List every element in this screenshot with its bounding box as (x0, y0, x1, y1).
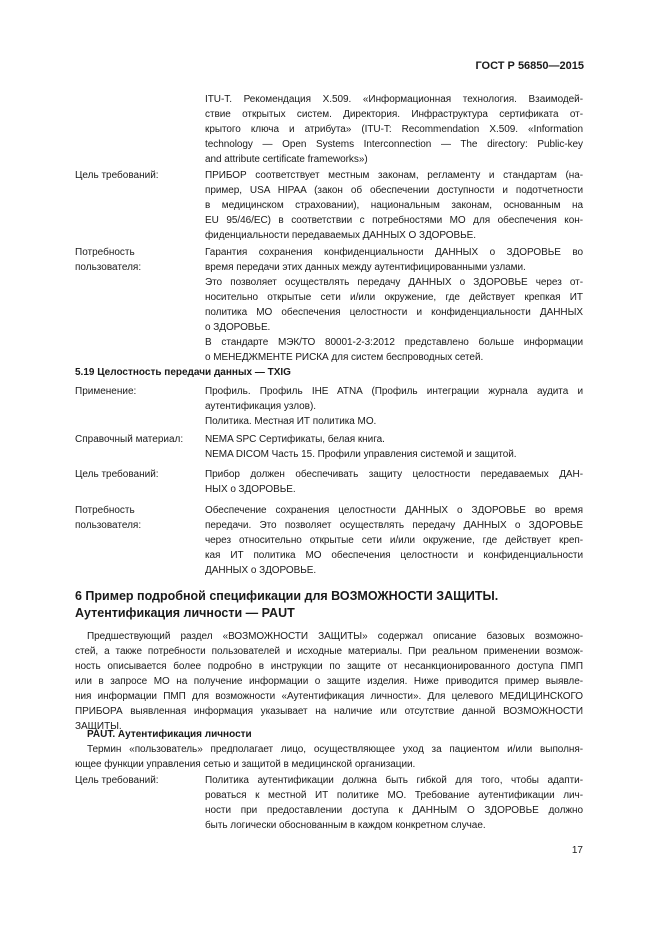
requirement-goal-label: Цель требований: (75, 775, 159, 786)
text-line: NEMA SPC Сертификаты, белая книга. (205, 434, 385, 445)
text-line: Предшествующий раздел «ВОЗМОЖНОСТИ ЗАЩИТЫ» содержал описание базовых возможно- (87, 631, 583, 642)
label-line: Потребность (75, 505, 135, 516)
page-number: 17 (571, 845, 583, 856)
text-line: Гарантия сохранения конфиденциальности ДАННЫХ о ЗДОРОВЬЕ во (205, 247, 583, 258)
application-label: Применение: (75, 386, 137, 397)
requirement-goal-text (205, 467, 583, 497)
text-line: время передачи этих данных между аутентифицированными узлами. (205, 262, 526, 273)
reference-continuation (205, 92, 583, 167)
user-need-label (75, 503, 141, 533)
text-line: Политика аутентификации должна быть гибкой для того, чтобы адапти- (205, 775, 583, 786)
paut-heading: PAUT. Аутентификация личности (87, 729, 252, 740)
text-line: ДАННЫХ о ЗДОРОВЬЕ. (205, 565, 317, 576)
text-line: ность описывается более подробно в инструкции по защите от несанкционированного доступа ПМП (75, 661, 583, 672)
user-need-text (205, 245, 583, 365)
section-heading: 5.19 Целостность передачи данных — TXIG (75, 367, 291, 378)
requirement-goal-text (205, 773, 583, 833)
text-line: аутентификация узлов). (205, 401, 316, 412)
text-line: ния информации ПМП для возможности «Аутентификация личности». Для целевого МЕДИЦИНСКОГО (75, 691, 583, 702)
label-line: пользователя: (75, 520, 142, 531)
text-line: ЗАЩИТЫ. (75, 721, 122, 732)
text-line: через относительно открытые сети и/или окружение, где действует креп- (205, 535, 583, 546)
text-line: в медицинском страховании), национальным законам, основанным на (205, 200, 583, 211)
requirement-goal-label: Цель требований: (75, 170, 159, 181)
text-line: стей, а также потребности пользователей и исходные материалы. При реальном применении возмож- (75, 646, 583, 657)
text-line: Это позволяет осуществлять передачу ДАННЫХ о ЗДОРОВЬЕ через от- (205, 277, 583, 288)
user-need-label (75, 245, 141, 275)
text-line: EU 95/46/EC) в соответствии с потребностями МО для обеспечения кон- (205, 215, 583, 226)
user-need-text (205, 503, 583, 578)
text-line: ности при предоставлении доступа к ДАННЫМ О ЗДОРОВЬЕ должно (205, 805, 583, 816)
reference-material-label: Справочный материал: (75, 434, 184, 445)
text-line: фиденциальности передаваемых ДАННЫХ О ЗДОРОВЬЕ. (205, 230, 477, 241)
text-line: НЫХ о ЗДОРОВЬЕ. (205, 484, 296, 495)
text-line: крытого ключа и атрибута» (ITU-T: Recommendation X.509. «Information (205, 124, 583, 135)
text-line: быть логически обоснованным в каждом конкретном случае. (205, 820, 486, 831)
text-line: Обеспечение сохранения целостности ДАННЫХ о ЗДОРОВЬЕ во время (205, 505, 583, 516)
text-line: ПРИБОР соответствует местным законам, регламенту и стандартам (на- (205, 170, 583, 181)
text-line: пример, USA HIPAA (закон об обеспечении доступности и подотчетности (205, 185, 583, 196)
text-line: роваться к местной ИТ политике МО. Требование аутентификации лич- (205, 790, 583, 801)
text-line: носительно открытые сети и/или окружение, где действует крепкая ИТ (205, 292, 583, 303)
standard-id: ГОСТ Р 56850—2015 (475, 60, 584, 72)
text-line: о ЗДОРОВЬЕ. (205, 322, 271, 333)
text-line: передачи. Это позволяет осуществлять передачу ДАННЫХ о ЗДОРОВЬЕ (205, 520, 583, 531)
text-line: Профиль. Профиль IHE ATNA (Профиль интеграции журнала аудита и (205, 386, 583, 397)
text-line: technology — Open Systems Interconnection — The directory: Public-key (205, 139, 583, 150)
application-text (205, 384, 583, 429)
text-line: ствие открытых систем. Директория. Инфраструктура сертификата от- (205, 109, 583, 120)
section-6-heading (75, 588, 498, 622)
text-line: NEMA DICOM Часть 15. Профили управления системой и защитой. (205, 449, 517, 460)
text-line: В стандарте МЭК/ТО 80001-2-3:2012 представлено больше информации (205, 337, 583, 348)
heading-line: 6 Пример подробной спецификации для ВОЗМОЖНОСТИ ЗАЩИТЫ. (75, 589, 499, 603)
label-line: пользователя: (75, 262, 142, 273)
text-line: Термин «пользователь» предполагает лицо, осуществляющее уход за пациентом и/или выполня- (87, 744, 583, 755)
intro-paragraph (75, 629, 583, 734)
requirement-goal-label: Цель требований: (75, 469, 159, 480)
text-line: ITU-T. Рекомендация X.509. «Информационная технология. Взаимодей- (205, 94, 583, 105)
text-line: ПРИБОРА выявленная информация указывает на наличие или отсутствие данной ВОЗМОЖНОСТИ (75, 706, 583, 717)
label-line: Потребность (75, 247, 135, 258)
reference-material-text (205, 432, 583, 462)
text-line: Прибор должен обеспечивать защиту целостности передаваемых ДАН- (205, 469, 583, 480)
text-line: о МЕНЕДЖМЕНТЕ РИСКА для систем беспроводных сетей. (205, 352, 484, 363)
text-line: and attribute certificate frameworks») (205, 154, 368, 165)
text-line: ющее функции управления сетью и защитой в медицинской организации. (75, 759, 416, 770)
text-line: политика МО обеспечения целостности и конфиденциальности ДАННЫХ (205, 307, 583, 318)
text-line: или в запросе МО на получение информации о защите изделия. Ниже приводится пример выявле- (75, 676, 583, 687)
term-paragraph (75, 742, 583, 772)
requirement-goal-text (205, 168, 583, 243)
heading-line: Аутентификация личности — PAUT (75, 606, 295, 620)
text-line: Политика. Местная ИТ политика МО. (205, 416, 377, 427)
text-line: кая ИТ политика МО обеспечения целостности и конфиденциальности (205, 550, 583, 561)
